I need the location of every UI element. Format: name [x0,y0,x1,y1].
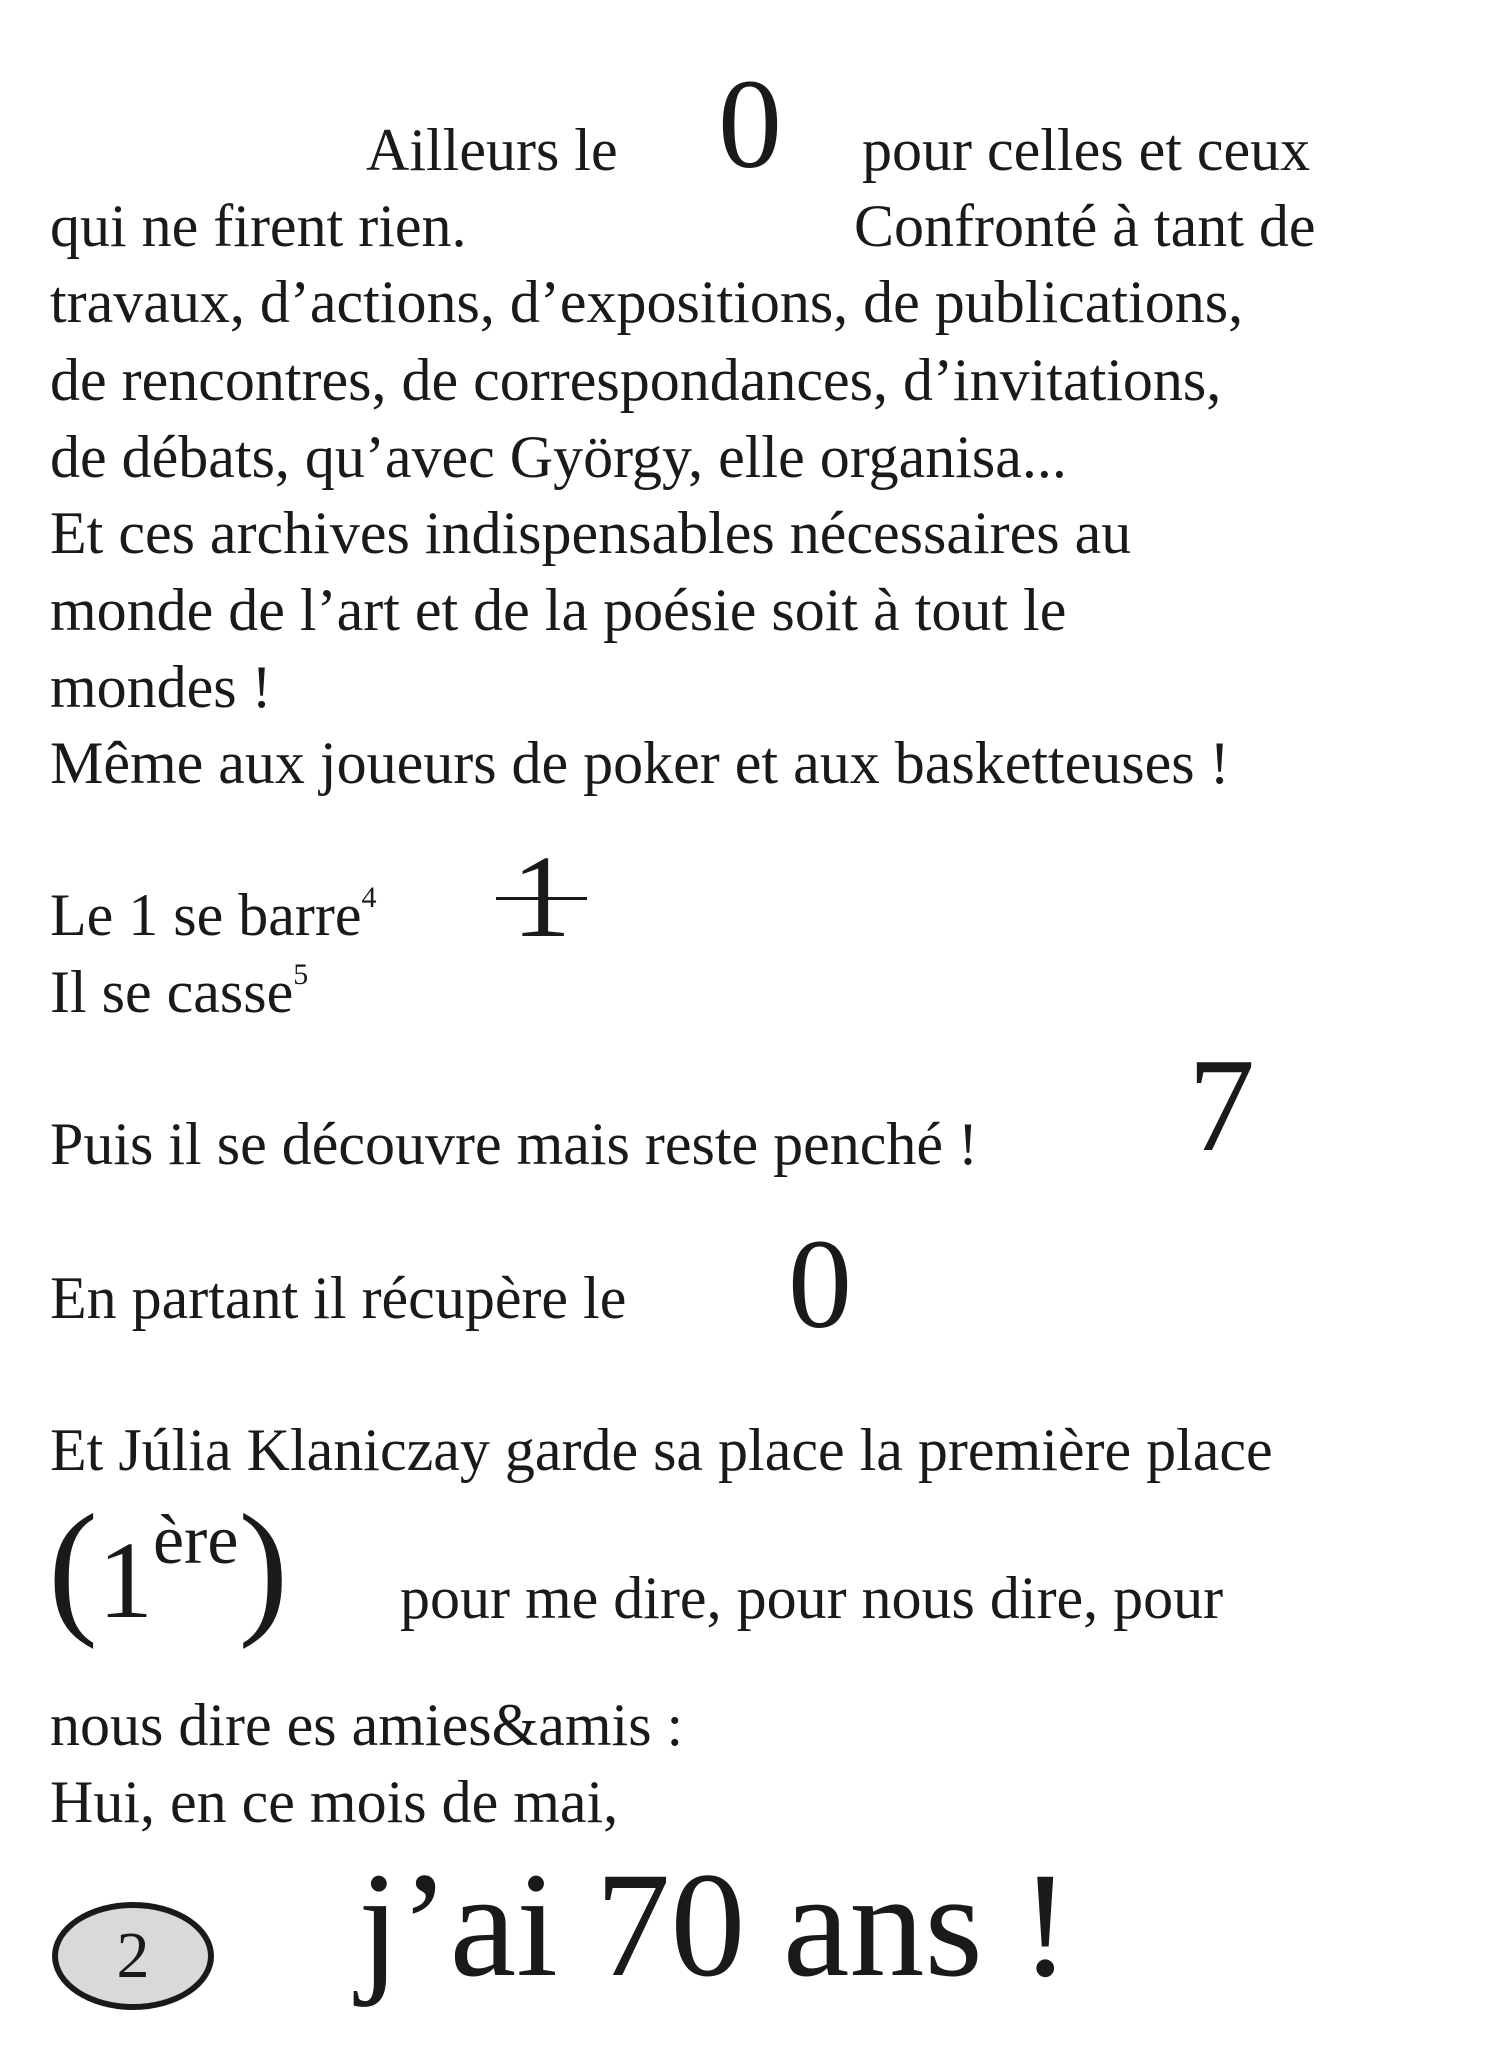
line-8: mondes ! [50,654,272,720]
zero-digit-1: 0 [718,53,782,195]
line-5: de débats, qu’avec György, elle organisa... [50,424,1067,490]
zero-digit-2: 0 [788,1213,852,1355]
line-13: En partant il récupère le [50,1265,627,1331]
line-11 [50,958,309,1025]
line-10-text: Le 1 se barre [50,882,362,948]
line-10 [50,881,377,948]
line-12: Puis il se découvre mais reste penché ! [50,1111,979,1177]
line-1-right: pour celles et ceux [862,117,1311,183]
ordinal-number: 1 [97,1519,153,1641]
line-17: Hui, en ce mois de mai, [50,1769,619,1835]
page-number: 2 [116,1919,150,1992]
seven-digit: 7 [1188,1031,1255,1179]
line-16: nous dire es amies&amis : [50,1692,684,1758]
footnote-marker-5: 5 [293,958,309,991]
footnote-marker-4: 4 [361,881,377,914]
struck-one: 1 [512,831,571,962]
open-paren: ( [48,1484,98,1650]
line-15-text: pour me dire, pour nous dire, pour [400,1565,1224,1631]
line-2-right: Confronté à tant de [854,193,1316,259]
line-3: travaux, d’actions, d’expositions, de publications, [50,269,1244,335]
line-11-text: Il se casse [50,959,294,1025]
ordinal-superscript: ère [152,1502,239,1579]
page-number-badge [52,1902,214,2010]
struck-one-digit [512,831,571,962]
first-place-ordinal [48,1484,289,1650]
close-paren: ) [238,1484,289,1650]
line-9: Même aux joueurs de poker et aux basketteuses ! [50,730,1230,796]
line-1-left: Ailleurs le [366,117,618,183]
finale-headline: j’ai 70 ans ! [358,1842,1071,2008]
line-14: Et Júlia Klaniczay garde sa place la première place [50,1417,1273,1483]
line-6: Et ces archives indispensables nécessaires au [50,500,1132,566]
line-2-left: qui ne firent rien. [50,193,467,259]
line-4: de rencontres, de correspondances, d’invitations, [50,347,1222,413]
line-7: monde de l’art et de la poésie soit à tout le [50,577,1067,643]
